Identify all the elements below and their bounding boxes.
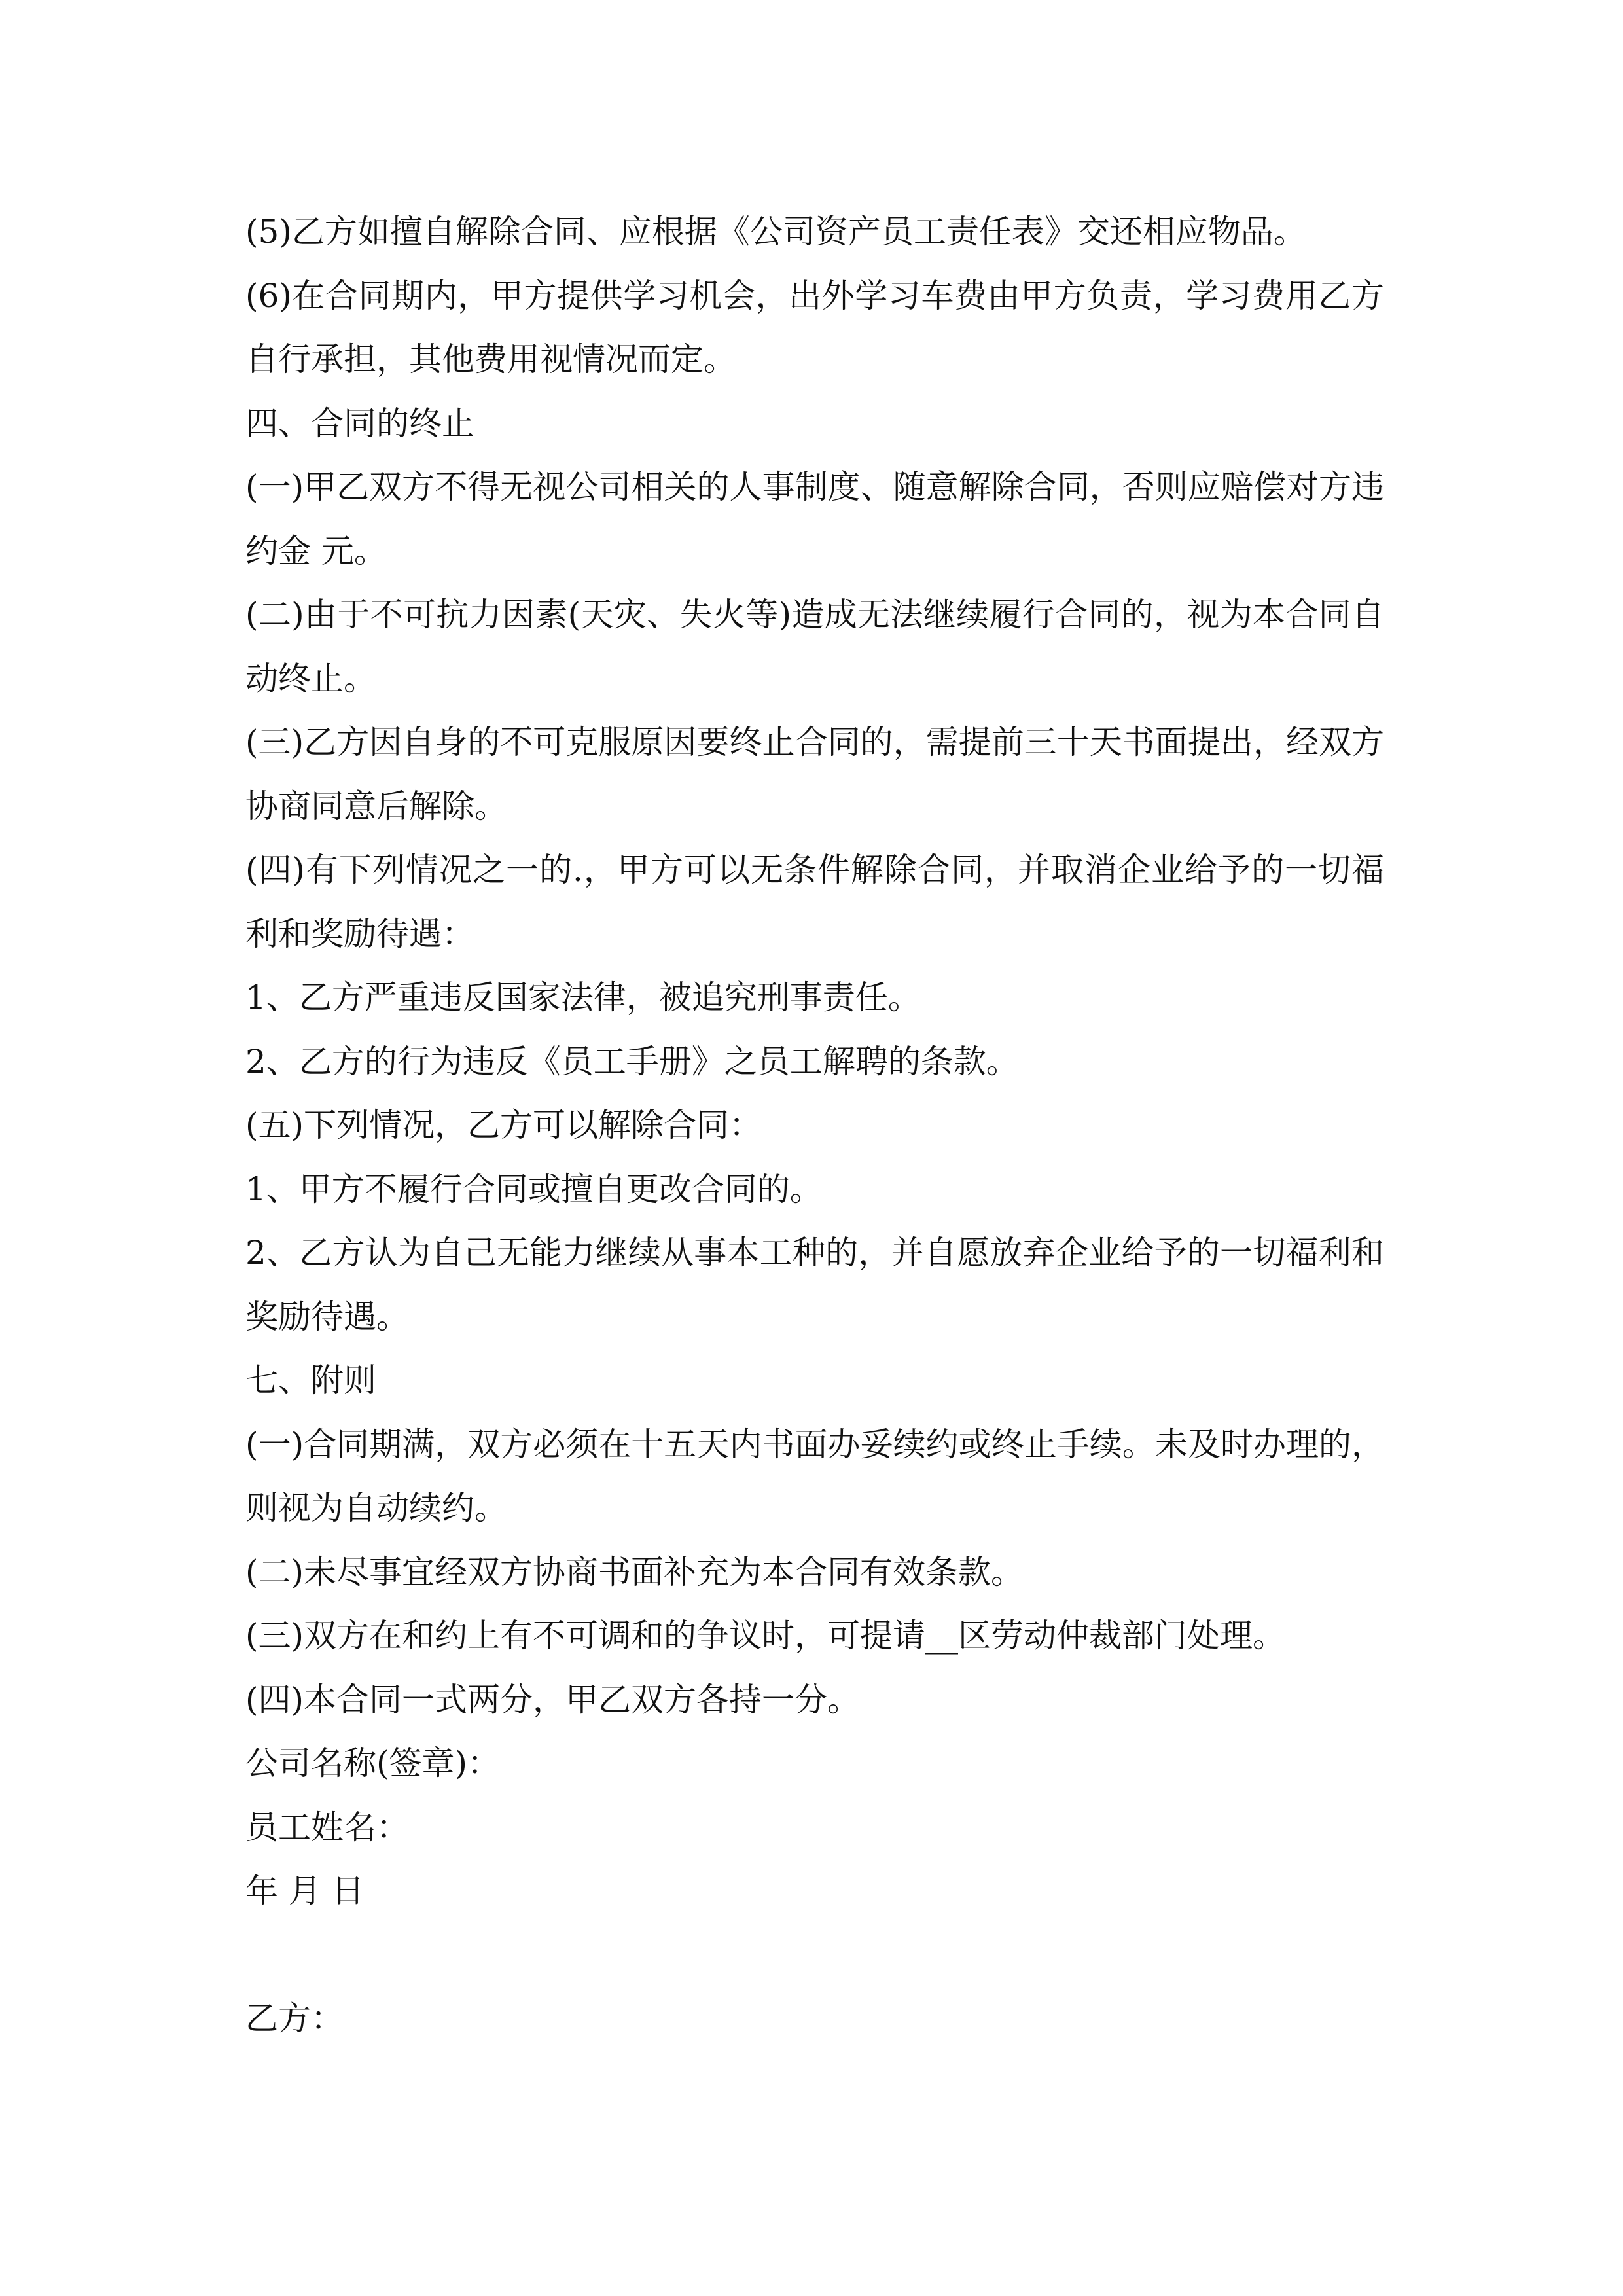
section-heading-supplementary: 七、附则 [245,1361,376,1399]
termination-clause-4-item-2: 2、乙方的行为违反《员工手册》之员工解聘的条款。 [245,1042,1019,1081]
clause-5-line: (5)乙方如擅自解除合同、应根据《公司资产员工责任表》交还相应物品。 [245,213,1306,251]
termination-clause-3-line-2: 协商同意后解除。 [245,787,507,825]
contract-text [245,200,1384,2051]
supplementary-clause-1-line-2: 则视为自动续约。 [245,1489,507,1527]
termination-clause-4-line-2: 利和奖励待遇： [245,914,474,953]
supplementary-clause-4: (四)本合同一式两分，甲乙双方各持一分。 [245,1680,861,1719]
employee-name-label: 员工姓名： [245,1808,409,1846]
section-heading-termination: 四、合同的终止 [245,404,474,442]
termination-clause-5: (五)下列情况，乙方可以解除合同： [245,1106,762,1144]
party-b-label: 乙方： [245,2000,344,2037]
blank-line [245,1924,1384,1988]
supplementary-clause-2: (二)未尽事宜经双方协商书面补充为本合同有效条款。 [245,1552,1024,1591]
termination-clause-2-line-2: 动终止。 [245,659,376,698]
clause-6-line-1: (6)在合同期内，甲方提供学习机会，出外学习车费由甲方负责，学习费用乙方 [245,276,1384,315]
termination-clause-5-item-2-line-1: 2、乙方认为自己无能力继续从事本工种的，并自愿放弃企业给予的一切福利和 [245,1234,1384,1272]
termination-clause-4-item-1: 1、乙方严重违反国家法律，被追究刑事责任。 [245,978,921,1016]
termination-clause-3-line-1: (三)乙方因自身的不可克服原因要终止合同的，需提前三十天书面提出，经双方 [245,723,1384,761]
date-label: 年 月 日 [245,1872,365,1910]
termination-clause-5-item-2-line-2: 奖励待遇。 [245,1297,409,1336]
company-signature-label: 公司名称(签章)： [245,1744,501,1782]
clause-6-line-2: 自行承担，其他费用视情况而定。 [245,340,736,378]
termination-clause-5-item-1: 1、甲方不履行合同或擅自更改合同的。 [245,1170,823,1208]
supplementary-clause-3: (三)双方在和约上有不可调和的争议时，可提请__区劳动仲裁部门处理。 [245,1617,1286,1655]
supplementary-clause-1-line-1: (一)合同期满，双方必须在十五天内书面办妥续约或终止手续。未及时办理的， [245,1425,1384,1463]
termination-clause-1-line-2: 约金 元。 [245,531,387,570]
termination-clause-2-line-1: (二)由于不可抗力因素(天灾、失火等)造成无法继续履行合同的，视为本合同自 [245,596,1384,634]
termination-clause-1-line-1: (一)甲乙双方不得无视公司相关的人事制度、随意解除合同，否则应赔偿对方违 [245,468,1384,506]
termination-clause-4-line-1: (四)有下列情况之一的.，甲方可以无条件解除合同，并取消企业给予的一切福 [245,851,1384,889]
